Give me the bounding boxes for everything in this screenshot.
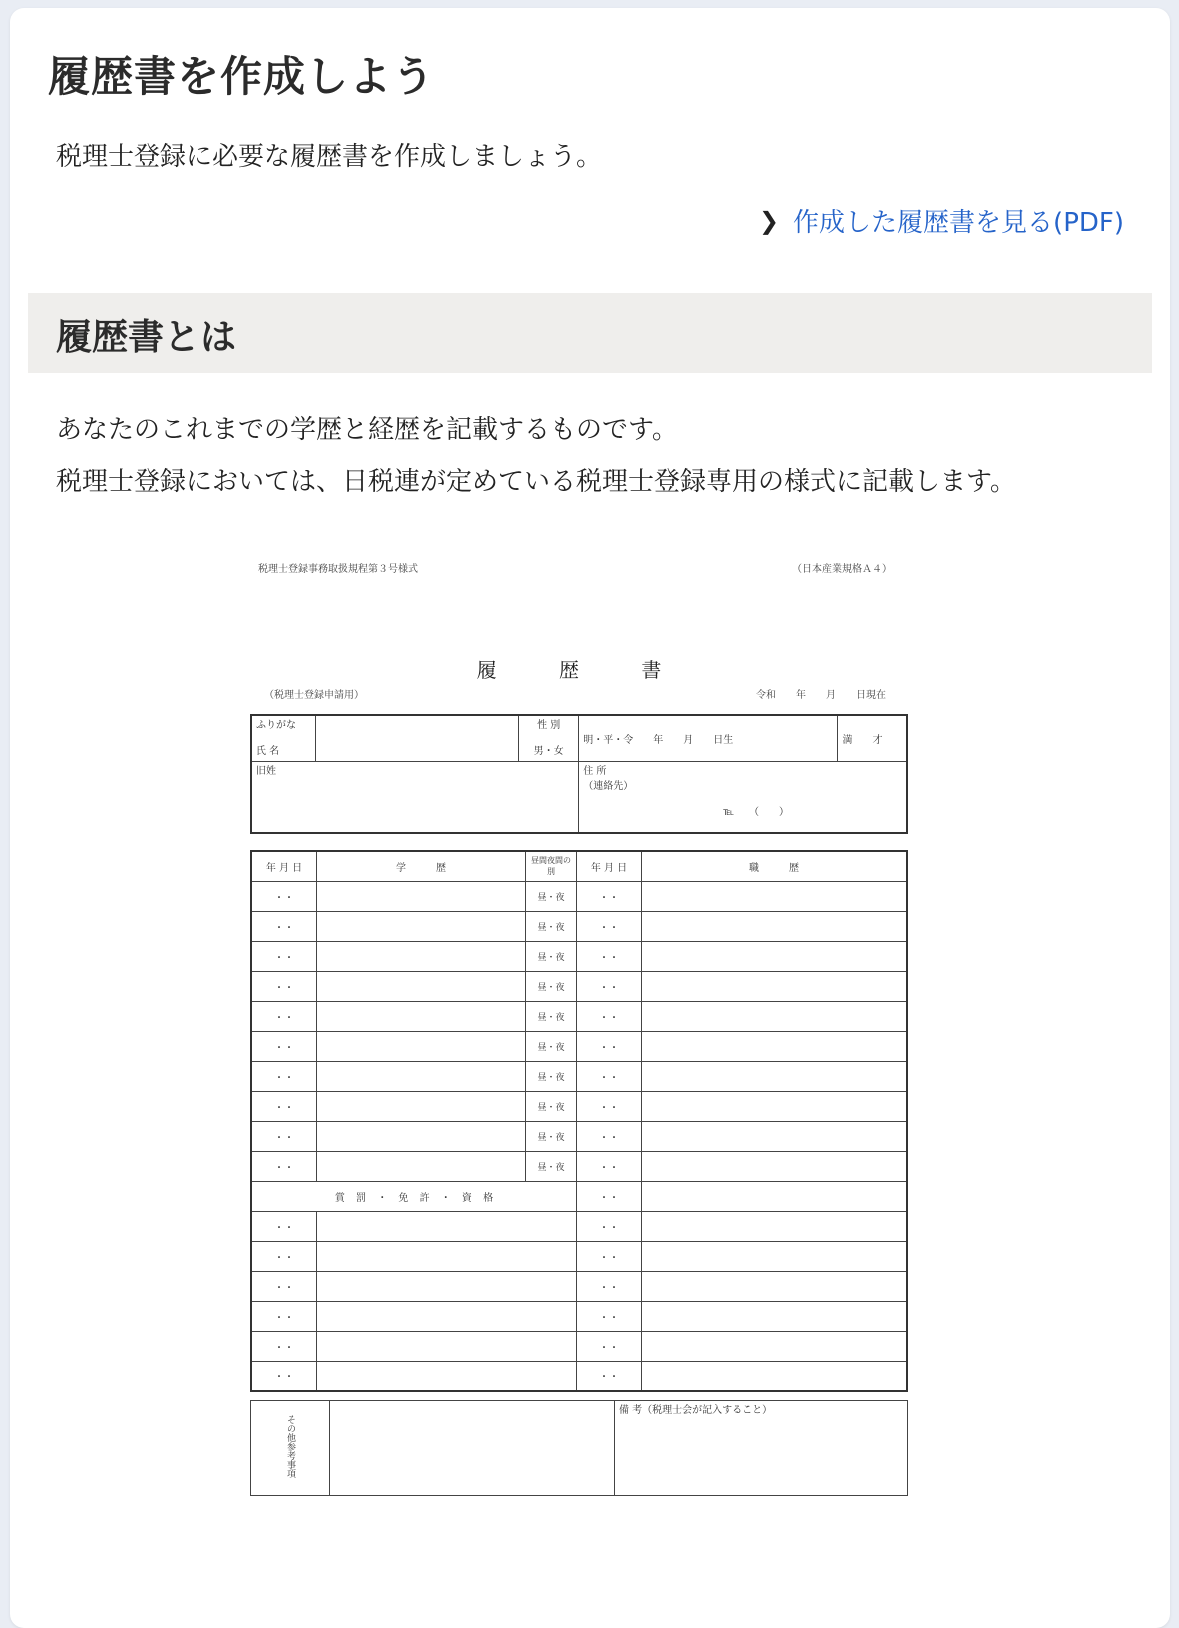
form-date-line: 令和 年 月 日現在 (756, 690, 886, 701)
section-description (56, 404, 1016, 508)
table-row (251, 1211, 907, 1241)
qualification-header-row (251, 1181, 907, 1211)
daynight-cell: 昼・夜 (526, 911, 577, 941)
name-cell (315, 715, 518, 761)
view-pdf-link[interactable] (759, 202, 1124, 239)
date-cell: ・・ (577, 941, 642, 971)
date-cell: ・・ (251, 1301, 317, 1331)
career-cell (642, 1301, 908, 1331)
date-cell: ・・ (577, 1001, 642, 1031)
address-cell (579, 761, 907, 833)
table-row (251, 1001, 907, 1031)
education-cell (317, 941, 526, 971)
table-row (251, 1301, 907, 1331)
sex-values: 男・女 (533, 746, 564, 757)
date-cell: ・・ (577, 881, 642, 911)
date-cell: ・・ (251, 1271, 317, 1301)
date-cell: ・・ (251, 1241, 317, 1271)
career-cell (642, 881, 908, 911)
history-table (250, 850, 908, 1392)
personal-info-table (250, 714, 908, 834)
chevron-right-icon: ❯ (758, 206, 780, 235)
education-cell (317, 911, 526, 941)
daynight-cell: 昼・夜 (526, 1001, 577, 1031)
remarks-cell: 備 考（税理士会が記入すること） (615, 1401, 908, 1496)
education-cell (317, 1031, 526, 1061)
table-row (251, 1121, 907, 1151)
career-cell (642, 941, 908, 971)
career-cell (642, 1001, 908, 1031)
date-cell: ・・ (577, 1241, 642, 1271)
career-cell (642, 1361, 908, 1391)
other-label-cell (251, 1401, 330, 1496)
form-regulation-label: 税理士登録事務取扱規程第３号様式 (258, 564, 418, 575)
other-label: その他参考事項 (285, 1415, 295, 1478)
form-size-label: （日本産業規格Ａ４） (792, 564, 892, 575)
col-daynight-header: 昼間夜間の別 (526, 851, 577, 881)
career-cell (642, 1061, 908, 1091)
name-label: 氏 名 (256, 746, 280, 757)
career-cell (642, 1211, 908, 1241)
daynight-cell: 昼・夜 (526, 1031, 577, 1061)
date-cell: ・・ (577, 971, 642, 1001)
section-heading: 履歴書とは (56, 317, 237, 358)
qualification-cell (317, 1241, 577, 1271)
section-header (28, 293, 1152, 373)
table-row (251, 1091, 907, 1121)
table-row (251, 1361, 907, 1391)
education-cell (317, 1151, 526, 1181)
qualification-cell (317, 1271, 577, 1301)
career-cell (642, 1271, 908, 1301)
career-cell (642, 1241, 908, 1271)
description-line: あなたのこれまでの学歴と経歴を記載するものです。 (56, 415, 678, 445)
education-cell (317, 1001, 526, 1031)
date-cell: ・・ (577, 1361, 642, 1391)
daynight-cell: 昼・夜 (526, 941, 577, 971)
col-education-header: 学 歴 (317, 851, 526, 881)
furigana-cell (251, 715, 315, 761)
date-cell: ・・ (251, 1331, 317, 1361)
career-cell (642, 911, 908, 941)
education-cell (317, 1061, 526, 1091)
date-cell: ・・ (251, 1361, 317, 1391)
contact-label: （連絡先） (583, 780, 634, 792)
sex-label: 性 別 (537, 720, 561, 731)
career-cell (642, 1121, 908, 1151)
page-title: 履歴書を作成しよう (48, 52, 436, 101)
daynight-cell: 昼・夜 (526, 1121, 577, 1151)
table-row (251, 1061, 907, 1091)
career-cell (642, 1181, 908, 1211)
date-cell: ・・ (577, 1121, 642, 1151)
table-row (251, 1331, 907, 1361)
date-cell: ・・ (577, 1091, 642, 1121)
other-cell (330, 1401, 615, 1496)
form-subtitle: （税理士登録申請用） (264, 690, 364, 701)
table-row (251, 911, 907, 941)
resume-form-image (238, 548, 928, 1538)
table-row (251, 971, 907, 1001)
education-cell (317, 881, 526, 911)
daynight-cell: 昼・夜 (526, 1151, 577, 1181)
date-cell: ・・ (251, 971, 317, 1001)
description-line: 税理士登録においては、日税連が定めている税理士登録専用の様式に記載します。 (56, 467, 1016, 497)
qualification-cell (317, 1331, 577, 1361)
education-cell (317, 1091, 526, 1121)
date-cell: ・・ (251, 1151, 317, 1181)
date-cell: ・・ (577, 1211, 642, 1241)
date-cell: ・・ (251, 1001, 317, 1031)
maiden-cell: 旧姓 (251, 761, 579, 833)
date-cell: ・・ (251, 1031, 317, 1061)
sex-cell (519, 715, 579, 761)
daynight-cell: 昼・夜 (526, 881, 577, 911)
birth-cell: 明・平・令 年 月 日生 (579, 715, 838, 761)
career-cell (642, 1091, 908, 1121)
date-cell: ・・ (251, 1091, 317, 1121)
qualification-cell (317, 1361, 577, 1391)
date-cell: ・・ (251, 1211, 317, 1241)
date-cell: ・・ (577, 1331, 642, 1361)
daynight-cell: 昼・夜 (526, 1091, 577, 1121)
date-cell: ・・ (577, 1271, 642, 1301)
date-cell: ・・ (251, 1061, 317, 1091)
form-title: 履 歴 書 (476, 658, 690, 682)
education-cell (317, 971, 526, 1001)
table-row (251, 1151, 907, 1181)
date-cell: ・・ (251, 941, 317, 971)
lead-text: 税理士登録に必要な履歴書を作成しましょう。 (56, 142, 603, 172)
col-date-header-2: 年 月 日 (577, 851, 642, 881)
view-pdf-label: 作成した履歴書を見る(PDF) (793, 208, 1124, 238)
daynight-cell: 昼・夜 (526, 971, 577, 1001)
qualification-cell (317, 1211, 577, 1241)
date-cell: ・・ (577, 911, 642, 941)
table-row (251, 1271, 907, 1301)
career-cell (642, 1331, 908, 1361)
education-cell (317, 1121, 526, 1151)
date-cell: ・・ (577, 1151, 642, 1181)
career-cell (642, 971, 908, 1001)
age-cell: 満 才 (838, 715, 907, 761)
date-cell: ・・ (577, 1301, 642, 1331)
table-row (251, 1241, 907, 1271)
career-cell (642, 1151, 908, 1181)
col-date-header: 年 月 日 (251, 851, 317, 881)
tel-label: ℡ （ ） (723, 806, 789, 818)
table-row (251, 941, 907, 971)
qualification-header: 賞 罰 ・ 免 許 ・ 資 格 (251, 1181, 577, 1211)
other-info-table (250, 1400, 908, 1496)
table-row (251, 881, 907, 911)
qualification-cell (317, 1301, 577, 1331)
date-cell: ・・ (251, 881, 317, 911)
date-cell: ・・ (251, 911, 317, 941)
table-row (251, 1031, 907, 1061)
career-cell (642, 1031, 908, 1061)
date-cell: ・・ (577, 1061, 642, 1091)
date-cell: ・・ (577, 1031, 642, 1061)
date-cell: ・・ (577, 1181, 642, 1211)
furigana-label: ふりがな (256, 720, 296, 731)
daynight-cell: 昼・夜 (526, 1061, 577, 1091)
date-cell: ・・ (251, 1121, 317, 1151)
address-label: 住 所 (583, 765, 607, 777)
col-career-header: 職 歴 (642, 851, 908, 881)
